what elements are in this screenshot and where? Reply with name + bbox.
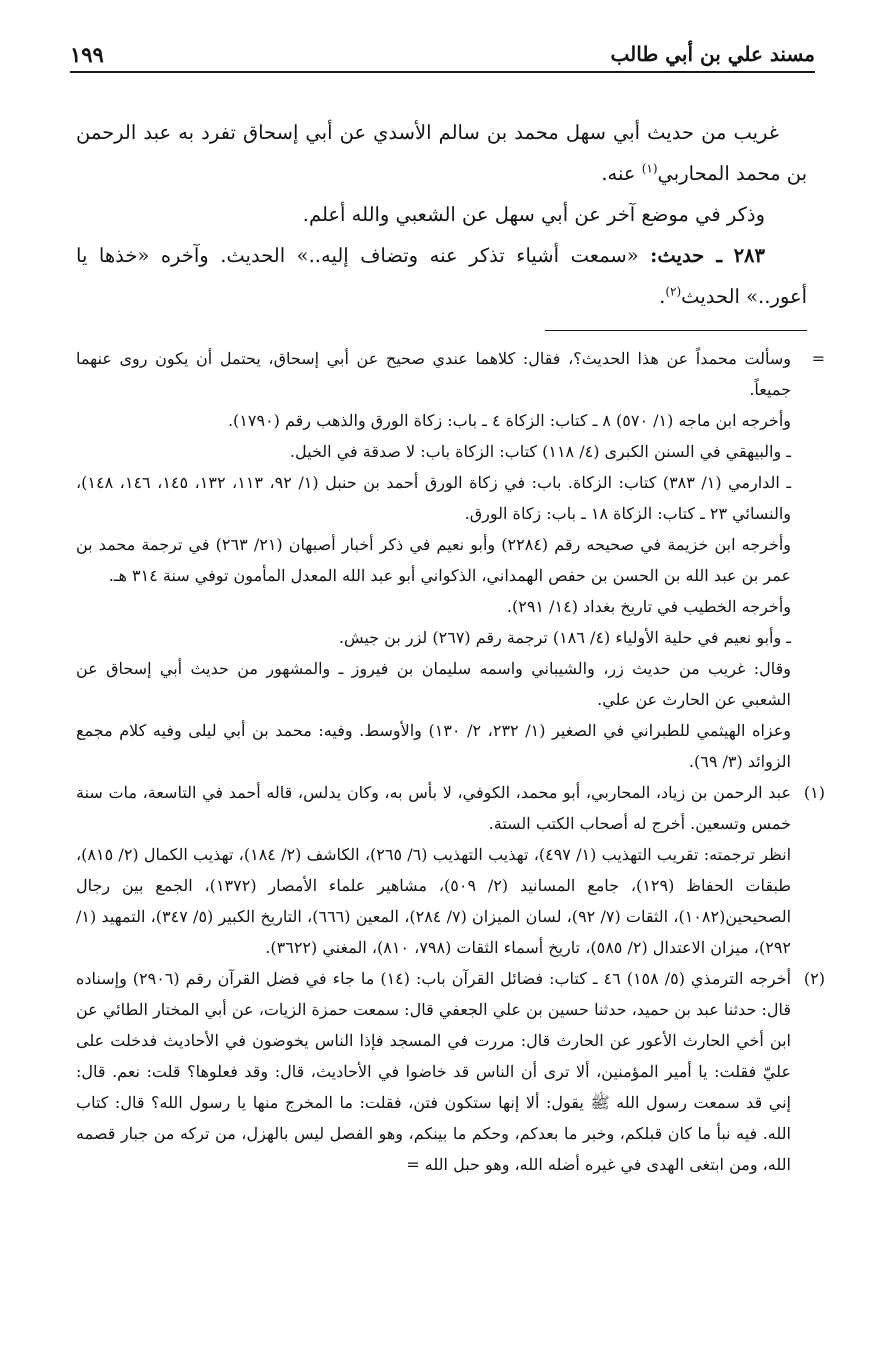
footnote-1-marker: (١) (803, 783, 825, 802)
footnote-paragraph: وأخرجه ابن خزيمة في صحيحه رقم (٢٢٨٤) وأبو نعيم في ذكر أخبار أصبهان (٢١/ ٢٦٣) في ترجمة محمد بن عمر بن عبد الله بن الحسن بن حفص الهمداني، الذكواني أبو عبد الله المعدل المأمون توفي سنة ٣١٤ هـ. (76, 535, 792, 585)
footnote-paragraph (76, 343, 825, 405)
footnote-text: أخرجه الترمذي (٥/ ١٥٨) ٤٦ ـ كتاب: فضائل القرآن باب: (١٤) ما جاء في فضل القرآن رقم (٢٩٠٦) وإسناده قال: حدثنا عبد بن حميد، حدثنا حسين بن علي الجعفي قال: سمعت حمزة الزيات، عن أبي المختار الطائي عن ابن أخي الحارث الأعور عن الحارث قال: مررت في المسجد فإذا الناس يخوضون في الأحاديث فدخلت على عليّ فقلت: يا أمير المؤمنين، ألا ترى أن الناس قد خاضوا في الأحاديث، قال: وقد فعلوها؟ قلت: نعم. قال: إني قد سمعت رسول الله ﷺ يقول: ألا إنها ستكون فتن، فقلت: ما المخرج منها يا رسول الله؟ قال: كتاب الله. فيه نبأ ما كان قبلكم، وخبر ما بعدكم، وحكم ما بينكم، وهو الفصل ليس بالهزل، من تركه من جبار قصمه الله، ومن ابتغى الهدى في غيره أضله الله، وهو حبل الله = (76, 969, 792, 1174)
footnote-2-marker: (٢) (803, 969, 825, 988)
footnotes (76, 343, 825, 1180)
footnote-ref-2[interactable]: (٢) (665, 284, 682, 299)
continuation-marker: = (811, 349, 825, 368)
main-text (76, 112, 807, 317)
hadith-entry (76, 235, 807, 317)
footnote-paragraph: ـ والبيهقي في السنن الكبرى (٤/ ١١٨) كتاب: الزكاة باب: لا صدقة في الخيل. (289, 442, 791, 461)
footnote-1 (76, 777, 825, 839)
header-rule (70, 71, 815, 73)
footnote-paragraph: ـ الدارمي (١/ ٣٨٣) كتاب: الزكاة. باب: في زكاة الورق أحمد بن حنبل (١/ ٩٢، ١١٣، ١٣٢، ١٤٥، ١٤٦، ١٤٨)، والنسائي ٢٣ ـ كتاب: الزكاة ١٨ ـ باب: زكاة الورق. (76, 473, 792, 523)
footnote-ref-1[interactable]: (١) (641, 161, 658, 176)
paragraph-text-end: عنه. (601, 162, 642, 185)
footnote-2 (76, 963, 825, 1180)
running-header (70, 42, 815, 72)
main-paragraph: وذكر في موضع آخر عن أبي سهل عن الشعبي والله أعلم. (302, 203, 765, 226)
page-number: ١٩٩ (70, 42, 104, 67)
footnote-paragraph: ـ وأبو نعيم في حلية الأولياء (٤/ ١٨٦) ترجمة رقم (٢٦٧) لزر بن جيش. (338, 628, 791, 647)
footnote-paragraph: وعزاه الهيثمي للطبراني في الصغير (١/ ٢٣٢، ٢/ ١٣٠) والأوسط. وفيه: محمد بن أبي ليلى وفيه كلام مجمع الزوائد (٣/ ٦٩). (76, 721, 792, 771)
hadith-text-end: . (659, 285, 666, 308)
paragraph-text: غريب من حديث أبي سهل محمد بن سالم الأسدي عن أبي إسحاق تفرد به عبد الرحمن بن محمد المحاربي (76, 121, 807, 185)
footnote-paragraph: انظر ترجمته: تقريب التهذيب (١/ ٤٩٧)، تهذيب التهذيب (٦/ ٢٦٥)، الكاشف (٢/ ١٨٤)، تهذيب الكمال (٢/ ٨١٥)، طبقات الحفاظ (١٢٩)، جامع المسانيد (٢/ ٥٠٩)، مشاهير علماء الأمصار (١٣٧٢)، الجمع بين رجال الصحيحين(١٠٨٢)، الثقات (٧/ ٩٢)، لسان الميزان (٧/ ٢٨٤)، المعين (٦٦٦)، التاريخ الكبير (٥/ ٣٤٧)، التمهيد (١/ ٢٩٢)، ميزان الاعتدال (٢/ ٥٨٥)، تاريخ أسماء الثقات (٧٩٨، ٨١٠)، المغني (٣٦٢٢). (76, 845, 792, 957)
footnote-text: وسألت محمداً عن هذا الحديث؟، فقال: كلاهما عندي صحيح عن أبي إسحاق، يحتمل أن يكون روى عنهما جميعاً. (76, 349, 791, 399)
running-title: مسند علي بن أبي طالب (610, 42, 815, 66)
hadith-text: «سمعت أشياء تذكر عنه وتضاف إليه..» الحديث. وآخره «خذها يا أعور..» الحديث (76, 244, 807, 308)
footnote-paragraph: وقال: غريب من حديث زر، والشيباني واسمه سليمان بن فيروز ـ والمشهور من حديث أبي إسحاق عن الشعبي عن الحارث عن علي. (76, 659, 791, 709)
footnote-separator (545, 330, 807, 331)
hadith-label: ـ حديث: (650, 244, 723, 267)
footnote-paragraph: وأخرجه ابن ماجه (١/ ٥٧٠) ٨ ـ كتاب: الزكاة ٤ ـ باب: زكاة الورق والذهب رقم (١٧٩٠). (227, 411, 791, 430)
footnote-paragraph: وأخرجه الخطيب في تاريخ بغداد (١٤/ ٢٩١). (506, 597, 791, 616)
footnote-text: عبد الرحمن بن زياد، المحاربي، أبو محمد، الكوفي، لا بأس به، وكان يدلس، قاله أحمد في التاسعة، مات سنة خمس وتسعين. أخرج له أصحاب الكتب الستة. (76, 783, 791, 833)
hadith-number: ٢٨٣ (733, 244, 765, 267)
main-paragraph (76, 112, 807, 194)
